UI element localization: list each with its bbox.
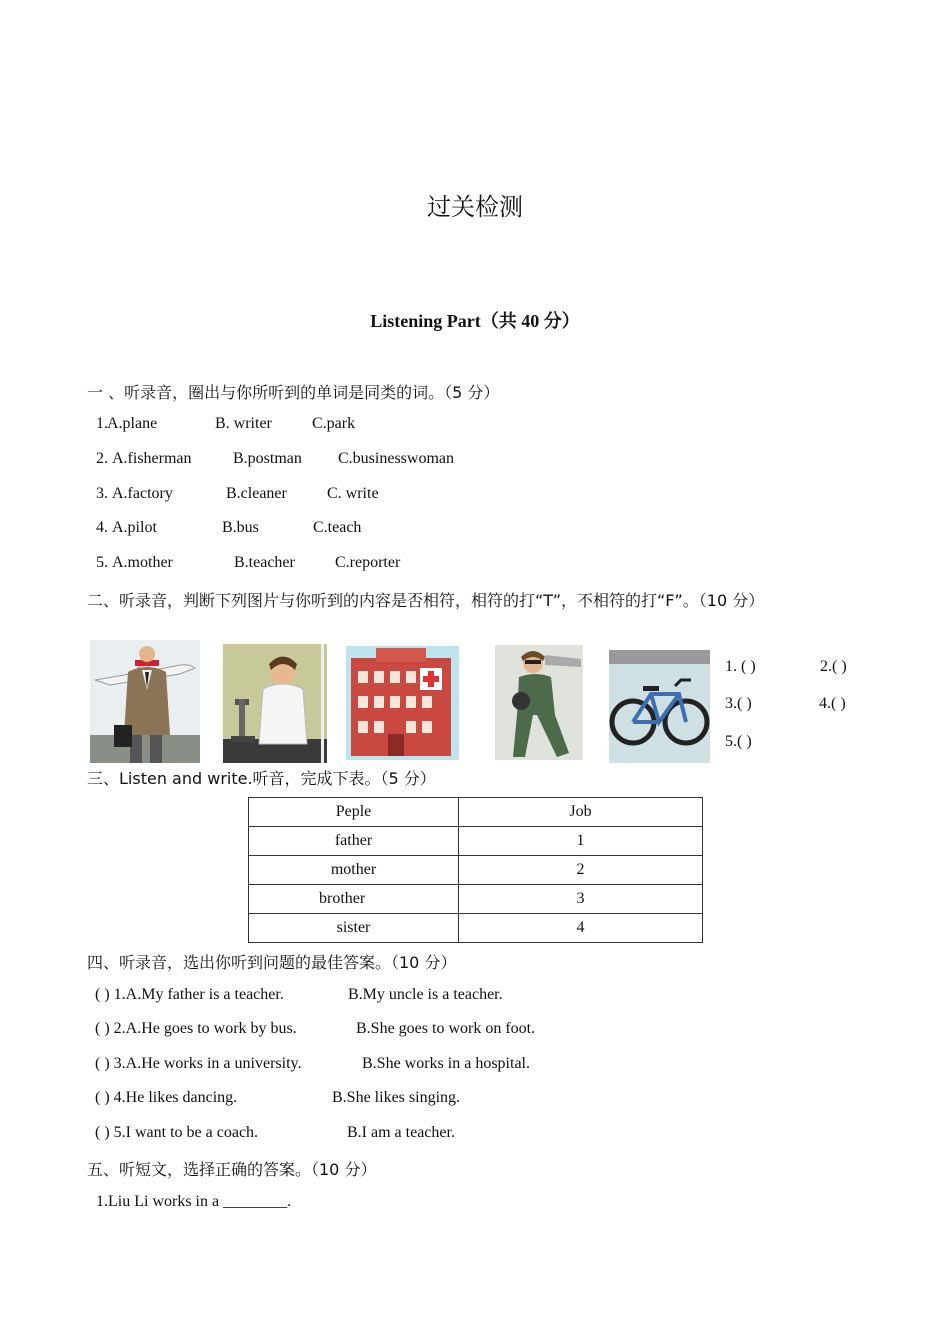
s2-answer-5: 5.( ) [725, 733, 752, 750]
picture-scientist [223, 644, 327, 763]
section5-heading: 五、听短文，选择正确的答案。（10 分） [87, 1160, 377, 1179]
jobs-table [248, 797, 703, 943]
s4-item-2 [95, 1020, 695, 1040]
s4-item-4-a: ( ) 4.He likes dancing. [95, 1089, 238, 1106]
s4-item-1-b: B.My uncle is a teacher. [348, 986, 503, 1003]
s4-item-2-a: ( ) 2.A.He goes to work by bus. [95, 1020, 297, 1037]
s4-item-5 [95, 1124, 695, 1144]
table-header-people: Peple [249, 798, 459, 827]
s1-item-5-number: 5. [96, 554, 108, 571]
s1-item-2-b: B.postman [233, 450, 302, 467]
s1-item-5 [96, 554, 596, 574]
table-row [249, 914, 703, 943]
table-cell-people: mother [249, 856, 459, 885]
s1-item-4-a: A.pilot [112, 519, 157, 536]
s1-item-2-c: C.businesswoman [338, 450, 454, 467]
s4-item-4 [95, 1089, 695, 1109]
s1-item-1-number: 1. [96, 415, 108, 432]
s2-answer-2: 2.( ) [820, 658, 847, 675]
picture-bicycle [609, 650, 710, 763]
s1-item-5-c: C.reporter [335, 554, 401, 571]
s1-item-3-number: 3. [96, 485, 108, 502]
table-header-job: Job [459, 798, 703, 827]
s1-item-1-a: A.plane [107, 415, 158, 432]
table-cell-job: 3 [459, 885, 703, 914]
s5-item-1: 1.Liu Li works in a ________. [96, 1193, 292, 1210]
s2-answer-1: 1. ( ) [725, 658, 756, 675]
s4-item-3-b: B.She works in a hospital. [362, 1055, 530, 1072]
s1-item-2 [96, 450, 596, 470]
s1-item-3 [96, 485, 596, 505]
section4-heading: 四、听录音，选出你听到问题的最佳答案。（10 分） [87, 953, 457, 972]
table-row [249, 827, 703, 856]
s4-item-5-b: B.I am a teacher. [347, 1124, 455, 1141]
s1-item-1-c: C.park [312, 415, 356, 432]
s1-item-5-b: B.teacher [234, 554, 295, 571]
s1-item-3-a: A.factory [112, 485, 173, 502]
table-cell-people: father [249, 827, 459, 856]
s1-item-4 [96, 519, 596, 539]
s2-answer-4: 4.( ) [819, 695, 846, 712]
picture-pilot [495, 645, 583, 760]
section3-heading: 三、Listen and write.听音，完成下表。（5 分） [87, 769, 436, 788]
page-title: 过关检测 [427, 193, 523, 221]
table-row [249, 885, 703, 914]
table-cell-job: 2 [459, 856, 703, 885]
s1-item-5-a: A.mother [112, 554, 173, 571]
table-row [249, 856, 703, 885]
s1-item-4-c: C.teach [313, 519, 362, 536]
s4-item-3 [95, 1055, 695, 1075]
s4-item-4-b: B.She likes singing. [332, 1089, 461, 1106]
part-subtitle: Listening Part（共 40 分） [370, 311, 580, 331]
s1-item-3-c: C. write [327, 485, 379, 502]
s1-item-4-b: B.bus [222, 519, 259, 536]
table-cell-job: 1 [459, 827, 703, 856]
s2-answer-3: 3.( ) [725, 695, 752, 712]
s4-item-2-b: B.She goes to work on foot. [356, 1020, 536, 1037]
table-header-row [249, 798, 703, 827]
s4-item-3-a: ( ) 3.A.He works in a university. [95, 1055, 302, 1072]
s1-item-2-number: 2. [96, 450, 108, 467]
table-cell-people: brother [249, 885, 459, 914]
table-cell-job: 4 [459, 914, 703, 943]
section1-heading: 一 、听录音，圈出与你所听到的单词是同类的词。（5 分） [87, 383, 500, 402]
s1-item-1 [96, 415, 596, 435]
table-cell-people: sister [249, 914, 459, 943]
s1-item-3-b: B.cleaner [226, 485, 287, 502]
s4-item-1-a: ( ) 1.A.My father is a teacher. [95, 986, 284, 1003]
s4-item-5-a: ( ) 5.I want to be a coach. [95, 1124, 259, 1141]
s1-item-2-a: A.fisherman [112, 450, 192, 467]
s4-item-1 [95, 986, 695, 1006]
picture-hospital [346, 646, 459, 760]
s1-item-1-b: B. writer [215, 415, 272, 432]
s1-item-4-number: 4. [96, 519, 108, 536]
section2-heading: 二、听录音，判断下列图片与你听到的内容是否相符，相符的打“T”，不相符的打“F”。（10 分） [87, 591, 765, 610]
picture-businessman [90, 640, 200, 763]
